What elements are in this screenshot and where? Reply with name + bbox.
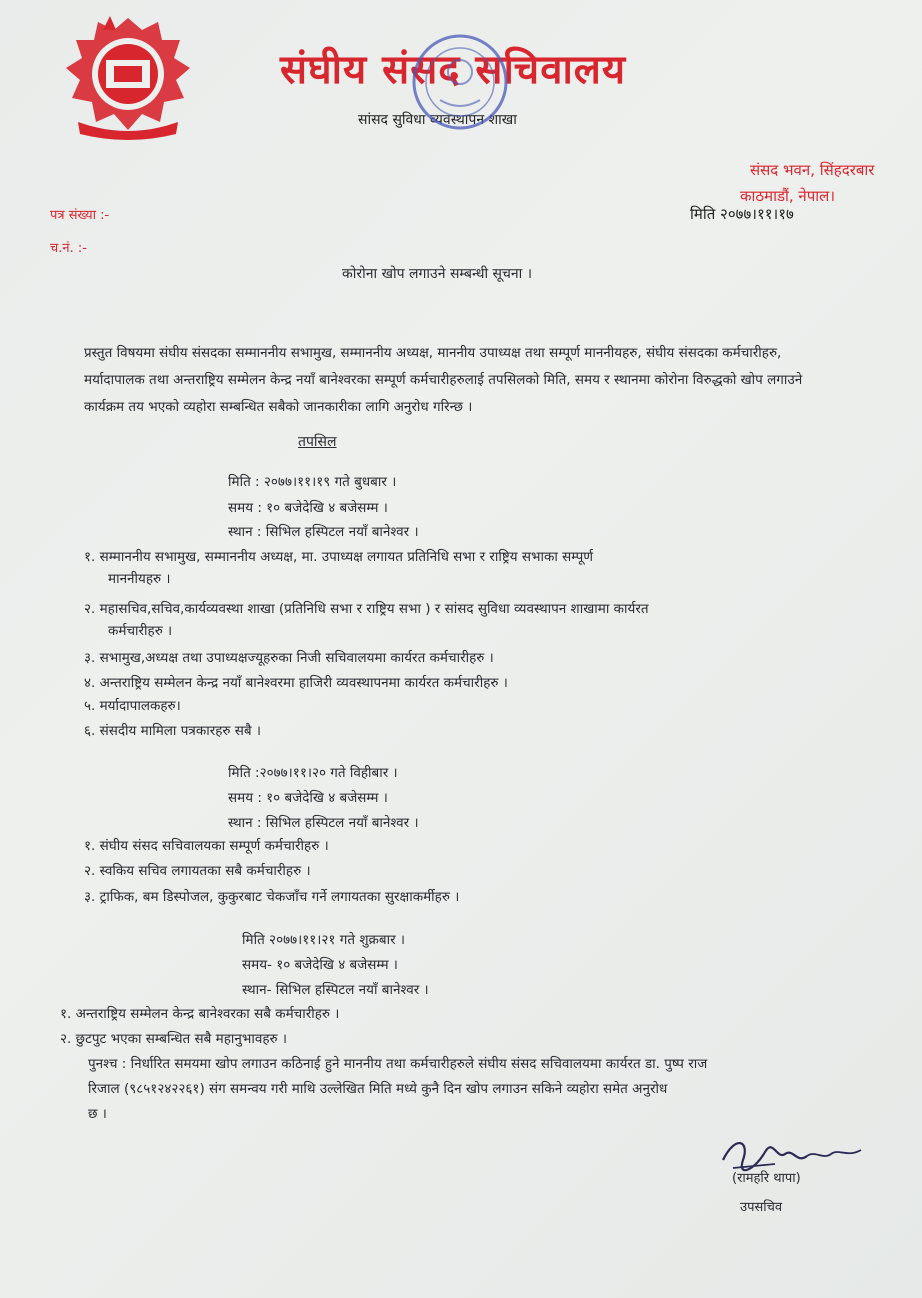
reference-number-label: पत्र संख्या :- [50,208,110,223]
list-item: २. छुटपुट भएका सम्बन्धित सबै महानुभावहरु । [60,1031,287,1047]
schedule-3-place: स्थान- सिभिल हस्पिटल नयाँ बानेश्वर । [242,982,429,998]
schedule-1-place: स्थान : सिभिल हस्पिटल नयाँ बानेश्वर । [228,524,419,540]
department-subtitle: सांसद सुविधा व्यवस्थापन शाखा [358,112,517,128]
list-item: १. अन्तराष्ट्रिय सम्मेलन केन्द्र बानेश्वरका सबै कर्मचारीहरु । [60,1006,340,1022]
list-item: २. महासचिव,सचिव,कार्यव्यवस्था शाखा (प्रतिनिधि सभा र राष्ट्रिय सभा ) र सांसद सुविधा व्यवस्थापन शाखामा कार्यरत [84,601,649,617]
list-item: १. संघीय संसद सचिवालयका सम्पूर्ण कर्मचारीहरु । [84,838,329,854]
signatory-name: (रामहरि थापा) [732,1171,801,1186]
list-item: ३. सभामुख,अध्यक्ष तथा उपाध्यक्षज्यूहरुका निजी सचिवालयमा कार्यरत कर्मचारीहरु । [84,650,494,666]
address-line-1: संसद भवन, सिंहदरबार [750,161,875,179]
list-item: कर्मचारीहरु । [108,623,173,639]
list-item: ४. अन्तराष्ट्रिय सम्मेलन केन्द्र नयाँ बानेश्वरमा हाजिरी व्यवस्थापनमा कार्यरत कर्मचारीहरु । [84,675,508,691]
signatory-designation: उपसचिव [740,1200,783,1215]
body-paragraph: प्रस्तुत विषयमा संघीय संसदका सम्माननीय सभामुख, सम्माननीय अध्यक्ष, माननीय उपाध्यक्ष तथा सम्पूर्ण माननीयहरु, संघीय संसदका कर्मचारीहरु, मर्यादापालक तथा अन्तराष्ट्रिय सम्मेलन केन्द्र नयाँ बानेश्वरका सम्पूर्ण कर्मचारीहरुलाई तपसिलको मिति, समय र स्थानमा कोरोना विरुद्धको खोप लगाउने कार्यक्रम तय भएको व्यहोरा सम्बन्धित सबैको जानकारीका लागि अनुरोध गरिन्छ । [84,345,803,415]
schedule-1-date: मिति : २०७७।११।१९ गते बुधबार । [228,474,397,490]
organization-title: संघीय संसद सचिवालय [280,47,627,93]
list-item: ३. ट्राफिक, बम डिस्पोजल, कुकुरबाट चेकजाँच गर्ने लगायतका सुरक्षाकर्मीहरु । [84,889,460,905]
postscript-line: पुनश्च : निर्धारित समयमा खोप लगाउन कठिनाई हुने माननीय तथा कर्मचारीहरुले संघीय संसद सचिवालयमा कार्यरत डा. पुष्प राज [88,1056,708,1072]
schedule-2-time: समय : १० बजेदेखि ४ बजेसम्म । [228,790,388,806]
subject-line: कोरोना खोप लगाउने सम्बन्धी सूचना । [342,266,533,282]
schedule-2-place: स्थान : सिभिल हस्पिटल नयाँ बानेश्वर । [228,815,419,831]
list-item: ६. संसदीय मामिला पत्रकारहरु सबै । [84,723,262,739]
schedule-heading: तपसिल [298,434,337,450]
list-item: २. स्वकिय सचिव लगायतका सबै कर्मचारीहरु । [84,863,311,879]
letter-date: मिति २०७७।११।१७ [690,205,794,223]
list-item: ५. मर्यादापालकहरु। [84,698,181,714]
schedule-3-time: समय- १० बजेदेखि ४ बजेसम्म । [242,957,398,973]
dispatch-number-label: च.नं. :- [50,241,87,256]
official-stamp-icon [405,30,515,135]
schedule-3-date: मिति २०७७।११।२१ गते शुक्रबार । [242,932,406,948]
postscript-line: छ । [88,1106,107,1122]
schedule-1-time: समय : १० बजेदेखि ४ बजेसम्म । [228,500,388,516]
address-line-2: काठमाडौं, नेपाल। [740,187,836,205]
postscript-line: रिजाल (९८५१२४२२६१) संग समन्वय गरी माथि उल्लेखित मिति मध्ये कुनै दिन खोप लगाउन सकिने व्यहोरा समेत अनुरोध [88,1081,668,1097]
emblem-logo-icon [58,10,198,142]
list-item: माननीयहरु । [108,571,171,587]
list-item: १. सम्माननीय सभामुख, सम्माननीय अध्यक्ष, मा. उपाध्यक्ष लगायत प्रतिनिधि सभा र राष्ट्रिय सभाका सम्पूर्ण [84,549,594,565]
schedule-2-date: मिति :२०७७।११।२० गते विहीबार । [228,765,398,781]
